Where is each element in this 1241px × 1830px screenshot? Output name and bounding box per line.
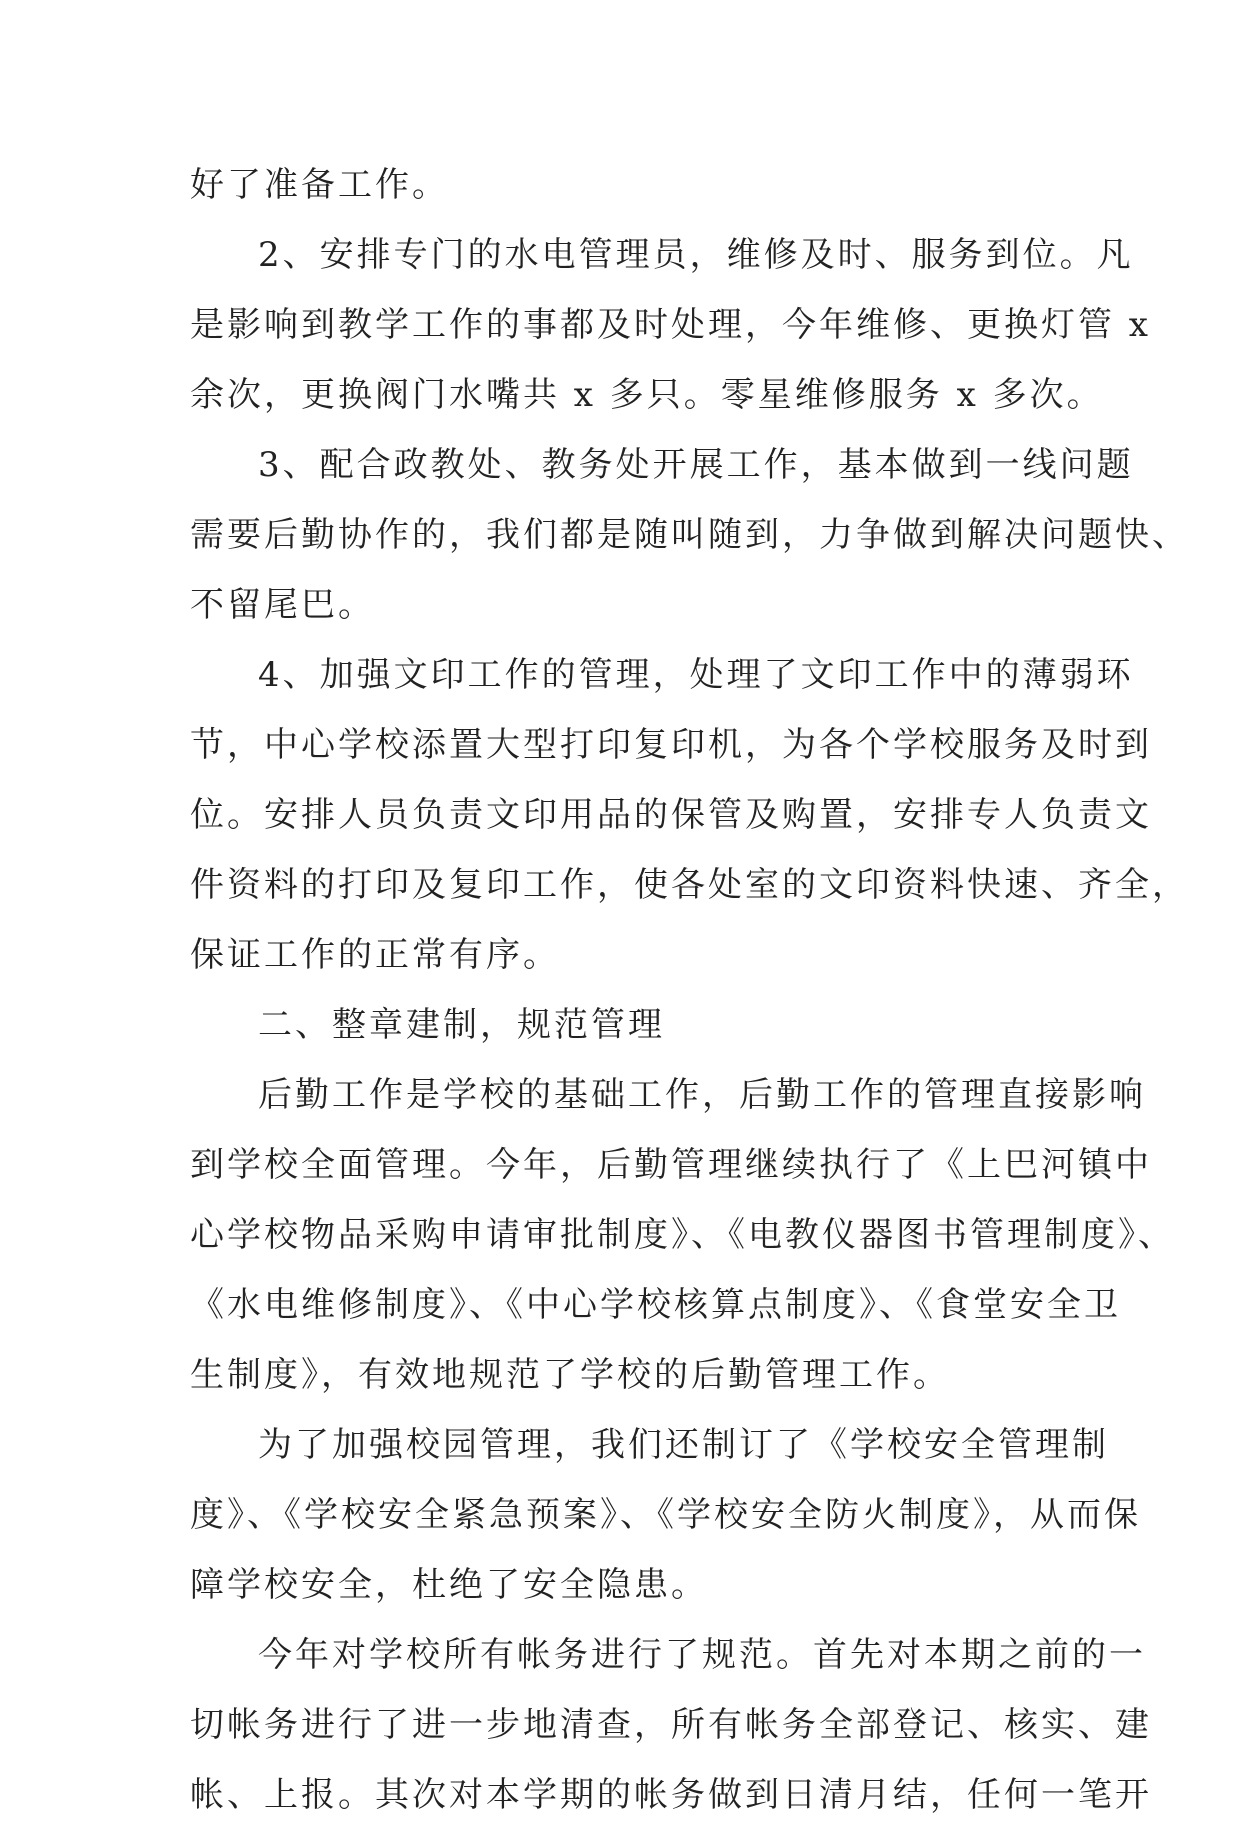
text-line: 今年对学校所有帐务进行了规范。首先对本期之前的一 [258,1635,1146,1675]
text-line: 是影响到教学工作的事都及时处理，今年维修、更换灯管 x [190,305,1151,345]
text-line: 节，中心学校添置大型打印复印机，为各个学校服务及时到 [190,725,1152,765]
text-line: 3、配合政教处、教务处开展工作，基本做到一线问题 [258,445,1134,485]
text-line: 帐、上报。其次对本学期的帐务做到日清月结，任何一笔开 [190,1775,1152,1815]
text-line: 到学校全面管理。今年，后勤管理继续执行了《上巴河镇中 [190,1145,1152,1185]
document-body [190,150,1189,1830]
text-line: 度》、《学校安全紧急预案》、《学校安全防火制度》，从而保 [190,1495,1141,1535]
text-line: 切帐务进行了进一步地清查，所有帐务全部登记、核实、建 [190,1705,1152,1745]
text-line: 好了准备工作。 [190,165,449,205]
text-line: 需要后勤协作的，我们都是随叫随到，力争做到解决问题快、 [190,515,1189,555]
text-line: 《水电维修制度》、《中心学校核算点制度》、《食堂安全卫 [190,1285,1121,1325]
text-line: 余次，更换阀门水嘴共 x 多只。零星维修服务 x 多次。 [190,375,1104,415]
text-line: 位。安排人员负责文印用品的保管及购置，安排专人负责文 [190,795,1152,835]
text-line: 生制度》，有效地规范了学校的后勤管理工作。 [190,1355,950,1395]
text-line: 障学校安全，杜绝了安全隐患。 [190,1565,708,1605]
text-line: 不留尾巴。 [190,585,375,625]
text-line: 心学校物品采购申请审批制度》、《电教仪器图书管理制度》、 [190,1215,1175,1255]
text-line: 后勤工作是学校的基础工作，后勤工作的管理直接影响 [258,1075,1146,1115]
text-line: 为了加强校园管理，我们还制订了《学校安全管理制 [258,1425,1109,1465]
text-line: 4、加强文印工作的管理，处理了文印工作中的薄弱环 [258,655,1134,695]
text-line: 保证工作的正常有序。 [190,935,560,975]
section-heading: 二、整章建制，规范管理 [258,1005,665,1045]
text-line: 2、安排专门的水电管理员，维修及时、服务到位。凡 [258,235,1134,275]
text-line: 件资料的打印及复印工作，使各处室的文印资料快速、齐全， [190,865,1189,905]
